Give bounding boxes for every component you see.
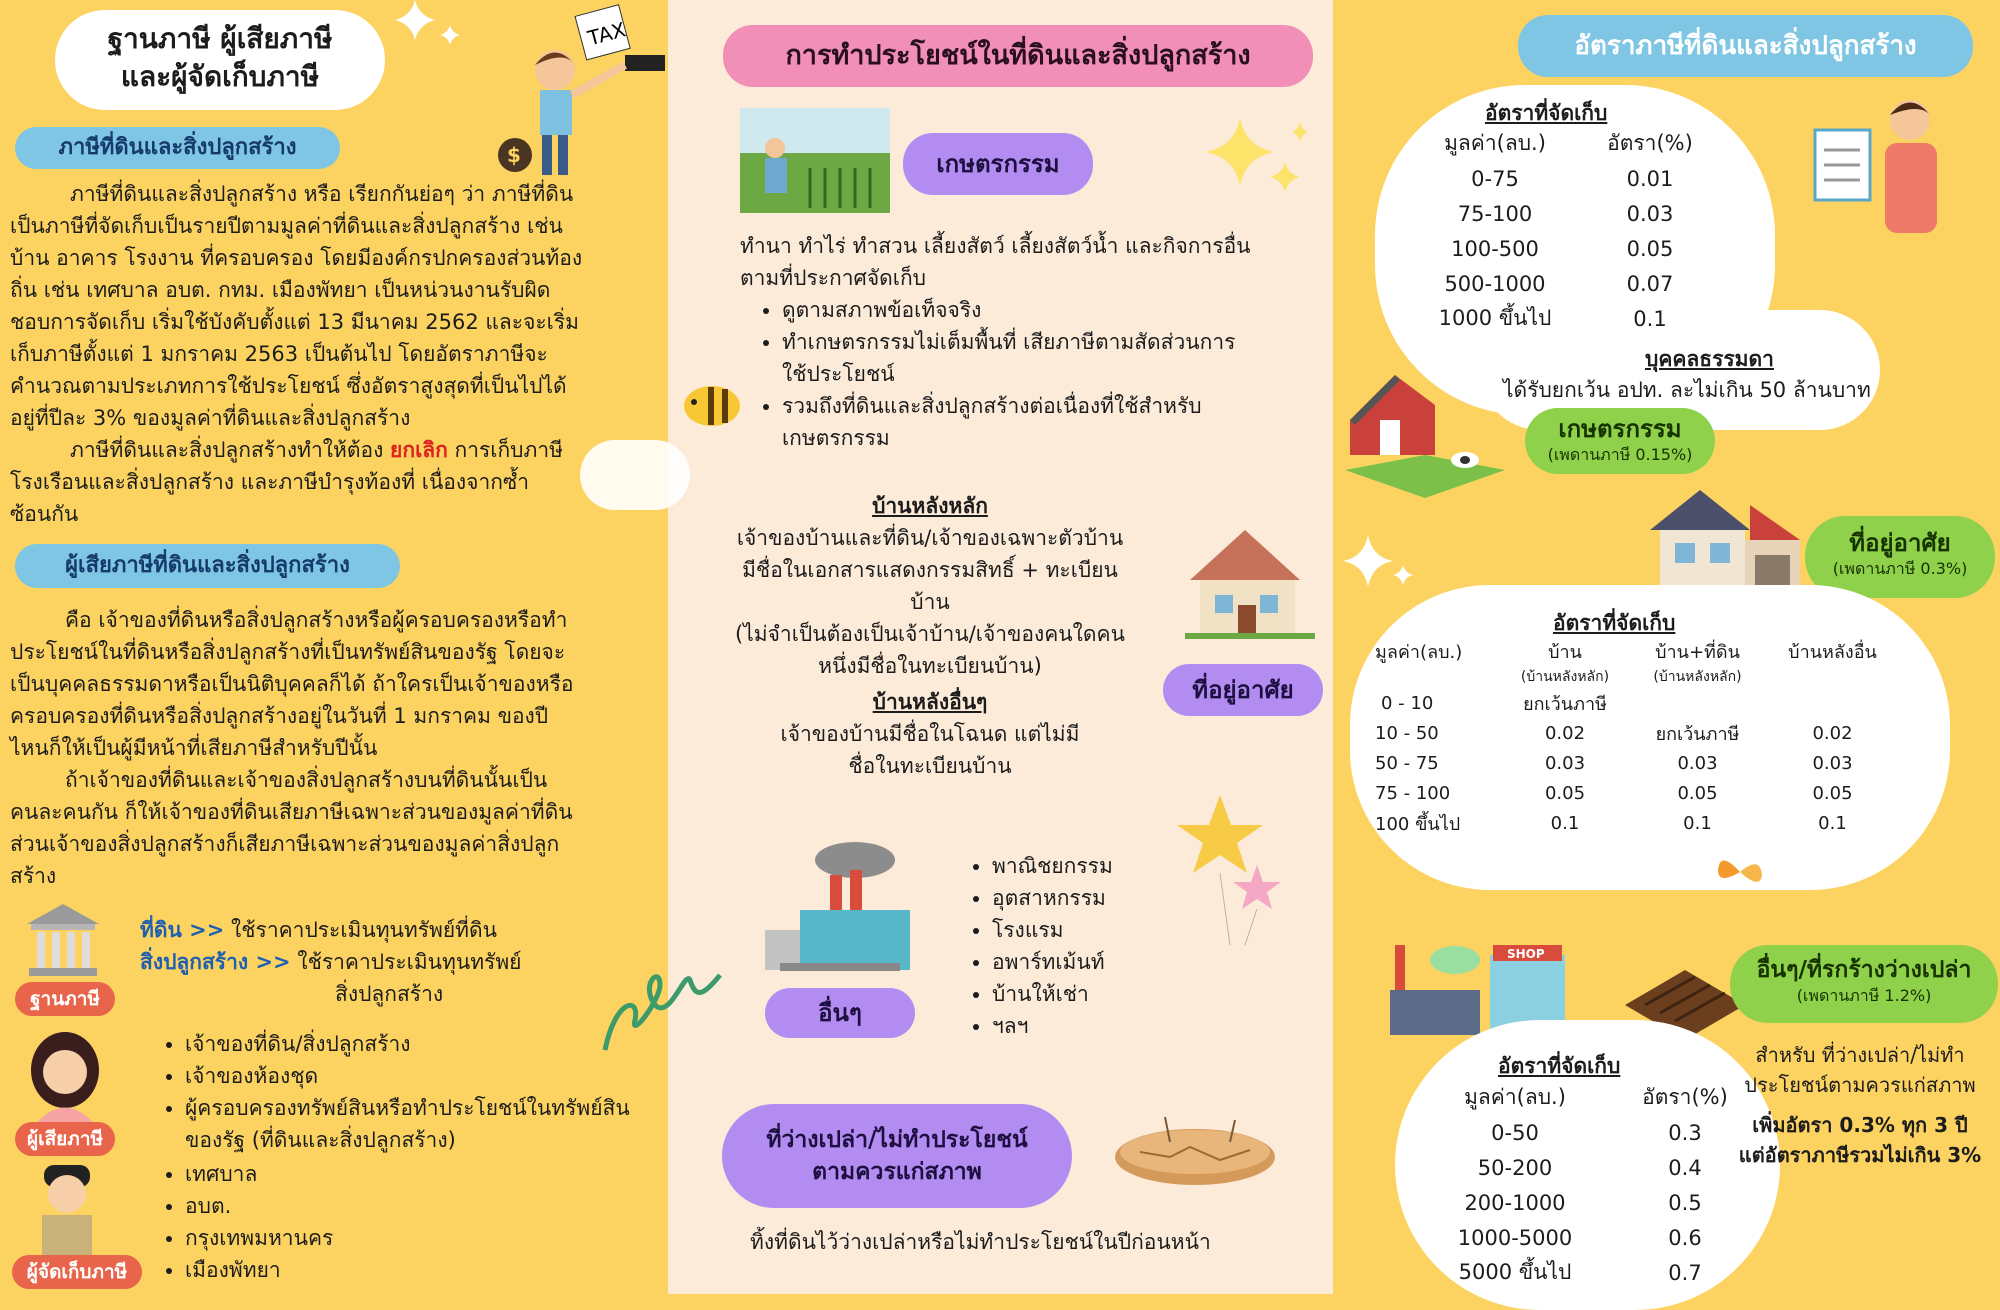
spiral-icon: [600, 960, 725, 1055]
middle-title: การทำประโยชน์ในที่ดินและสิ่งปลูกสร้าง: [723, 25, 1313, 87]
table-row: 75 - 100 0.05 0.05 0.05: [1375, 782, 1853, 804]
section2-title: ผู้เสียภาษีที่ดินและสิ่งปลูกสร้าง: [15, 544, 400, 588]
residence-rate-title: อัตราที่จัดเก็บ: [1553, 611, 1676, 635]
sparkle-icon: [1200, 112, 1310, 202]
agri-badge: เกษตรกรรม (เพดานภาษี 0.15%): [1525, 408, 1715, 474]
agriculture-label: เกษตรกรรม: [903, 133, 1093, 195]
butterfly-icon: [1715, 850, 1765, 895]
tax-payer-label: ผู้เสียภาษี: [15, 1122, 115, 1156]
table-row: 0-50 0.3: [1491, 1120, 1702, 1145]
tax-base-label: ฐานภาษี: [15, 982, 115, 1016]
main-house-block: บ้านหลังหลัก เจ้าของบ้านและที่ดิน/เจ้าของเฉพาะตัวบ้าน มีชื่อในเอกสารแสดงกรรมสิทธิ์ + ทะเบียน บ้าน (ไม่จำเป็นต้องเป็นเจ้าบ้าน/เจ้าของคนใดคน หนึ่งมีชื่อในทะเบียนบ้าน) บ้านหลังอื่นๆ เจ้าของบ้านมีชื่อในโฉนด แต่ไม่มี ชื่อในทะเบียนบ้าน: [735, 494, 1125, 778]
section1-p2: ภาษีที่ดินและสิ่งปลูกสร้างทำให้ต้อง ยกเลิก การเก็บภาษี: [70, 438, 563, 462]
section1-title: ภาษีที่ดินและสิ่งปลูกสร้าง: [15, 127, 340, 169]
decor-cloud: [580, 440, 690, 510]
payer-list: • เจ้าของที่ดิน/สิ่งปลูกสร้าง • เจ้าของห้องชุด • ผู้ครอบครองทรัพย์สินหรือทำประโยชน์ในทรัพย์สิน ของรัฐ (ที่ดินและสิ่งปลูกสร้าง): [155, 1028, 665, 1156]
vacant-label: ที่ว่างเปล่า/ไม่ทำประโยชน์ ตามควรแก่สภาพ: [722, 1104, 1072, 1208]
house-icon: [1185, 525, 1325, 640]
table-row: 75-100 0.03: [1457, 201, 1674, 226]
table-row: 50-200 0.4: [1477, 1155, 1702, 1180]
table-row: 1000-5000 0.6: [1457, 1225, 1702, 1250]
vacant-desc: ทิ้งที่ดินไว้ว่างเปล่าหรือไม่ทำประโยชน์ในปีก่อนหน้า: [750, 1230, 1211, 1254]
agri-rate-table: มูลค่า(ลบ.) อัตรา(%) 0-75 0.01 75-100 0.03 100-500 0.05 500-1000 0.07 1000 ขึ้นไป 0.1: [1410, 126, 1720, 336]
other-rate-title: อัตราที่จัดเก็บ: [1498, 1054, 1621, 1078]
svg-text:$: $: [507, 143, 521, 167]
other-label: อื่นๆ: [765, 988, 915, 1038]
table-row: 200-1000 0.5: [1464, 1190, 1702, 1215]
residence-label: ที่อยู่อาศัย: [1163, 664, 1323, 716]
agri-rate-title: อัตราที่จัดเก็บ: [1485, 101, 1608, 125]
factory-icon: [760, 835, 910, 975]
collector-list: • เทศบาล • อบต. • กรุงเทพมหานคร • เมืองพัทยา: [155, 1158, 455, 1286]
agriculture-list: • ดูตามสภาพข้อเท็จจริง • ทำเกษตรกรรมไม่เต็มพื้นที่ เสียภาษีตามสัดส่วนการ ใช้ประโยชน์ • รวมถึงที่ดินและสิ่งปลูกสร้างต่อเนื่องที่ใช้สำหรับ เกษตรกรรม: [752, 294, 1332, 454]
page-title: ฐานภาษี ผู้เสียภาษี และผู้จัดเก็บภาษี: [107, 22, 333, 93]
tax-base-desc: ที่ดิน >> ใช้ราคาประเมินทุนทรัพย์ที่ดิน สิ่งปลูกสร้าง >> ใช้ราคาประเมินทุนทรัพย์ สิ่งปลูกสร้าง: [140, 918, 522, 1006]
taxman-icon: [495, 10, 675, 180]
officer-avatar-icon: [30, 1160, 105, 1255]
right-title: อัตราภาษีที่ดินและสิ่งปลูกสร้าง: [1518, 15, 1973, 77]
svg-text:SHOP: SHOP: [1507, 947, 1545, 961]
person-title: บุคคลธรรมดา: [1645, 347, 1774, 371]
person-desc: ได้รับยกเว้น อปท. ละไม่เกิน 50 ล้านบาท: [1503, 378, 1871, 402]
table-row: 100 ขึ้นไป 0.1 0.1 0.1: [1375, 812, 1847, 835]
table-row: 0-75 0.01: [1471, 166, 1674, 191]
farming-icon: [740, 108, 890, 213]
table-row: 100-500 0.05: [1451, 236, 1674, 261]
farm-barn-icon: [1340, 360, 1510, 500]
table-row: 1000 ขึ้นไป 0.1: [1438, 306, 1667, 331]
tax-collector-label: ผู้จัดเก็บภาษี: [12, 1255, 142, 1289]
table-row: 10 - 50 0.02 ยกเว้นภาษี 0.02: [1375, 722, 1853, 745]
bee-icon: [680, 380, 745, 430]
section2-body: คือ เจ้าของที่ดินหรือสิ่งปลูกสร้างหรือผู้ครอบครองหรือทำ ประโยชน์ในที่ดินหรือสิ่งปลูกสร้างที่เป็นทรัพย์สินของรัฐ โดยจะ เป็นบุคคลธรรมดาหรือเป็นนิติบุคคลก็ได้ ถ้าใครเป็นเจ้าของหรือ ครอบครองที่ดินหรือสิ่งปลูกสร้างอยู่ในวันที่ 1 มกราคม ของปี ไหนก็ให้เป็นผู้มีหน้าที่เสียภาษีสำหรับปีนั้น ถ้าเจ้าของที่ดินและเจ้าของสิ่งปลูกสร้างบนที่ดินนั้นเป็น คนละคนกัน ก็ให้เจ้าของที่ดินเสียภาษีเฉพาะส่วนของมูลค่าที่ดิน ส่วนเจ้าของสิ่งปลูกสร้างก็เสียภาษีเฉพาะส่วนของมูลค่าสิ่งปลูก สร้าง: [10, 608, 574, 888]
other-use-list: • พาณิชยกรรม • อุตสาหกรรม • โรงแรม • อพาร์ทเม้นท์ • บ้านให้เช่า • ฯลฯ: [962, 850, 1222, 1042]
agriculture-desc: ทำนา ทำไร่ ทำสวน เลี้ยงสัตว์ เลี้ยงสัตว์น้ำ และกิจการอื่น ตามที่ประกาศจัดเก็บ: [740, 234, 1251, 290]
residence-rate-table: มูลค่า(ลบ.) บ้าน บ้าน+ที่ดิน บ้านหลังอื่น (บ้านหลังหลัก) (บ้านหลังหลัก) 0 - 10 ยกเว้นภาษี 10 - 50 0.02 ยกเว้นภาษี 0.02 50 - 75 0.03 0.03 0.03 75 - 100 0.05 0.05 0.05 100 ขึ้นไป 0.1 0.1 0.1: [1375, 636, 1900, 838]
section1-body: ภาษีที่ดินและสิ่งปลูกสร้าง หรือ เรียกกันย่อๆ ว่า ภาษีที่ดิน เป็นภาษีที่จัดเก็บเป็นรายปีตามมูลค่าที่ดินและสิ่งปลูกสร้าง เช่น บ้าน อาคาร โรงงาน ที่ครอบครอง โดยมีองค์กรปกครองส่วนท้อง ถิ่น เช่น เทศบาล อบต. กทม. เมืองพัทยา เป็นหน่วนงานรับผิด ชอบการจัดเก็บ เริ่มใช้บังคับตั้งแต่ 13 มีนาคม 2562 และจะเริ่ม เก็บภาษีตั้งแต่ 1 มกราคม 2563 เป็นต้นไป โดยอัตราภาษีจะ คำนวณตามประเภทการใช้ประโยชน์ ซึ่งอัตราสูงสุดที่เป็นไปได้ อยู่ที่ปีละ 3% ของมูลค่าที่ดินและสิ่งปลูกสร้าง ภาษีที่ดินและสิ่งปลูกสร้างทำให้ต้อง ยกเลิก การเก็บภาษี โรงเรือนและสิ่งปลูกสร้าง และภาษีบำรุงท้องที่ เนื่องจากซ้ำ ซ้อนกัน: [10, 178, 660, 530]
table-row: 500-1000 0.07: [1444, 271, 1674, 296]
other-badge: อื่นๆ/ที่รกร้างว่างเปล่า (เพดานภาษี 1.2%): [1730, 945, 1998, 1023]
star-balloon-icon: [1175, 790, 1295, 950]
svg-text:TAX: TAX: [585, 17, 629, 51]
table-row: 50 - 75 0.03 0.03 0.03: [1375, 752, 1853, 774]
government-building-icon: [25, 902, 101, 978]
accountant-icon: [1810, 95, 1960, 245]
sparkle-icon: [1338, 530, 1418, 600]
residence-house-icon: [1655, 485, 1805, 585]
woman-avatar-icon: [20, 1030, 110, 1125]
other-rate-table: มูลค่า(ลบ.) อัตรา(%) 0-50 0.3 50-200 0.4 200-1000 0.5 1000-5000 0.6 5000 ขึ้นไป 0.7: [1430, 1080, 1770, 1290]
vacant-rule: สำหรับ ที่ว่างเปล่า/ไม่ทำ ประโยชน์ตามควรแก่สภาพ เพิ่มอัตรา 0.3% ทุก 3 ปี แต่อัตราภาษีรวมไม่เกิน 3%: [1738, 1043, 1982, 1167]
residence-badge: ที่อยู่อาศัย (เพดานภาษี 0.3%): [1805, 516, 1995, 598]
table-row: 0 - 10 ยกเว้นภาษี: [1381, 692, 1607, 715]
table-row: 5000 ขึ้นไป 0.7: [1458, 1260, 1702, 1285]
dry-land-icon: [1110, 1112, 1280, 1192]
sparkle-icon: [395, 0, 465, 60]
